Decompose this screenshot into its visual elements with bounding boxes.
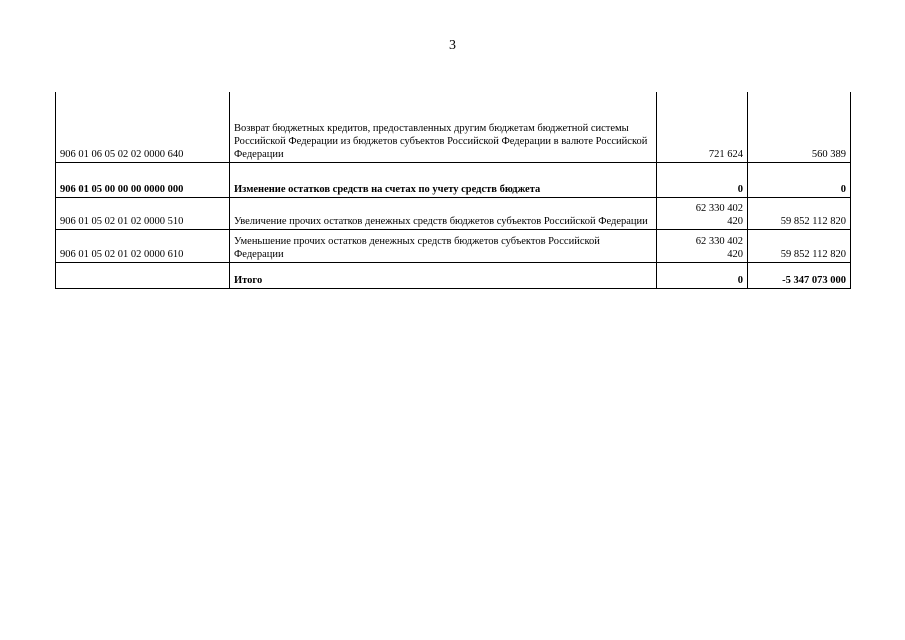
- budget-code-cell: 906 01 05 02 01 02 0000 510: [56, 197, 230, 229]
- budget-code-cell: 906 01 06 05 02 02 0000 640: [56, 92, 230, 162]
- table-row: [56, 197, 851, 229]
- value-cell-2: -5 347 073 000: [748, 262, 851, 288]
- description-cell: Уменьшение прочих остатков денежных средств бюджетов субъектов Российской Федерации: [230, 229, 657, 262]
- description-cell: Изменение остатков средств на счетах по учету средств бюджета: [230, 162, 657, 197]
- table-row: [56, 162, 851, 197]
- page-number: 3: [449, 38, 456, 53]
- table-row: [56, 229, 851, 262]
- description-cell: Увеличение прочих остатков денежных средств бюджетов субъектов Российской Федерации: [230, 197, 657, 229]
- value-cell-2: 0: [748, 162, 851, 197]
- value-cell-2: 560 389: [748, 92, 851, 162]
- budget-code-cell: 906 01 05 02 01 02 0000 610: [56, 229, 230, 262]
- table-row-total: [56, 262, 851, 288]
- value-cell-2: 59 852 112 820: [748, 197, 851, 229]
- value-cell-1: 0: [657, 162, 748, 197]
- table-row: [56, 92, 851, 162]
- value-cell-1: 62 330 402 420: [657, 197, 748, 229]
- budget-code-cell: [56, 262, 230, 288]
- value-cell-2: 59 852 112 820: [748, 229, 851, 262]
- budget-code-cell: 906 01 05 00 00 00 0000 000: [56, 162, 230, 197]
- description-cell: Возврат бюджетных кредитов, предоставленных другим бюджетам бюджетной системы Российской Федерации из бюджетов субъектов Российской Федерации в валюте Российской Федерации: [230, 92, 657, 162]
- budget-sources-table: [55, 92, 851, 289]
- value-cell-1: 62 330 402 420: [657, 229, 748, 262]
- value-cell-1: 721 624: [657, 92, 748, 162]
- description-cell: Итого: [230, 262, 657, 288]
- value-cell-1: 0: [657, 262, 748, 288]
